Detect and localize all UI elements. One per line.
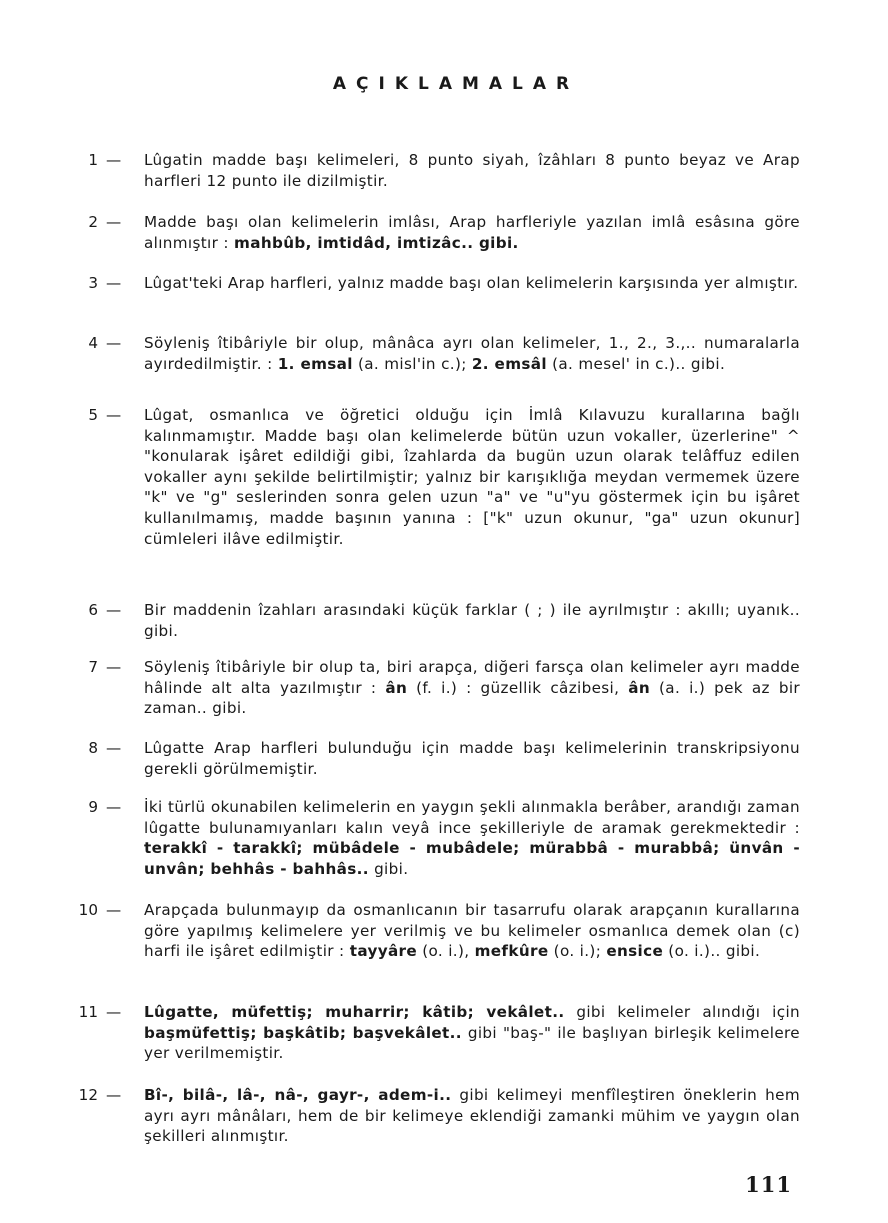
list-item-3 — [60, 273, 800, 294]
bold-term: ân — [628, 678, 651, 697]
bold-term: ensice — [606, 942, 664, 961]
text-run: gibi kelimeyi menfîleştiren öneklerin hem ayrı ayrı mânâları, hem de bir kelimeye eklendiği zamanki mühim ve yaygın olan şekilleri alınmıştır. — [144, 1086, 801, 1146]
item-dash: — — [106, 334, 122, 352]
text-run: gibi. — [368, 859, 409, 878]
bold-term: terakkî - tarakkî; mübâdele - mubâdele; mürabbâ - murabbâ; ünvân - unvân; behhâs - bahhâs.. — [144, 839, 800, 878]
text-run: Söyleniş îtibâriyle bir olup, mânâca ayrı olan kelimeler, 1., 2., 3.,.. numaralarla ayırdedilmiştir. : — [144, 334, 800, 373]
text-run: (o. i.), — [417, 942, 475, 961]
item-dash: — — [106, 274, 122, 292]
text-run: Bir maddenin îzahları arasındaki küçük farklar ( ; ) ile ayrılmıştır : akıllı; uyanık.. gibi. — [144, 601, 800, 640]
item-text — [144, 212, 800, 253]
item-dash: — — [106, 601, 122, 619]
text-run: (a. i.) pek az bir zaman.. gibi. — [144, 678, 800, 718]
list-item-11 — [60, 1002, 800, 1064]
item-text — [144, 405, 800, 549]
text-run: Lûgat, osmanlıca ve öğretici olduğu için İmlâ Kılavuzu kurallarına bağlı kalınmamıştır. Madde başı olan kelimelerde bütün uzun vokaller, üzerlerine" ^ "konularak işâret edildiği gibi, îzahlarda da bugün uzun olarak telâffuz edilen vokaller aynı şekilde belirtilmiştir; yalnız bir karışıklığa meydan vermemek üzere "k" ve "g" seslerinden sonra gelen uzun "a" ve "u"yu göstermek için bu işâret kullanılmamış, madde başının yanına : ["k" uzun okunur, "ga" uzun okunur] cümleleri ilâve edilmiştir. — [144, 406, 800, 548]
bold-term: 1. emsal — [277, 354, 353, 373]
text-run: Madde başı olan kelimelerin imlâsı, Arap harfleriyle yazılan imlâ esâsına göre alınmıştır : — [144, 213, 800, 252]
bold-term: Bî-, bilâ-, lâ-, nâ-, gayr-, adem-i.. — [144, 1086, 452, 1104]
bold-term: mefkûre — [474, 942, 549, 961]
list-item-9 — [60, 797, 800, 879]
item-number: 11 — [78, 1003, 98, 1021]
text-run: Lûgatte Arap harfleri bulunduğu için madde başı kelimelerinin transkripsiyonu gerekli görülmemiştir. — [144, 739, 800, 778]
text-run: Lûgatin madde başı kelimeleri, 8 punto siyah, îzâhları 8 punto beyaz ve Arap harfleri 12 punto ile dizilmiştir. — [144, 151, 800, 190]
item-number: 6 — [88, 601, 98, 619]
item-dash: — — [106, 151, 122, 169]
item-number: 9 — [88, 798, 98, 816]
item-text — [144, 333, 800, 374]
item-number: 8 — [88, 739, 98, 757]
item-text — [144, 738, 800, 779]
text-run: gibi kelimeler alındığı için — [564, 1003, 800, 1021]
item-number: 7 — [88, 658, 98, 676]
item-number: 12 — [78, 1086, 98, 1104]
bold-term: 2. emsâl — [471, 354, 547, 373]
item-text — [144, 900, 800, 962]
text-run: (a. misl'in c.); — [352, 354, 472, 373]
bold-term: başmüfettiş; başkâtib; başvekâlet.. — [144, 1023, 462, 1042]
text-run: (f. i.) : güzellik câzibesi, — [407, 678, 629, 697]
list-item-7 — [60, 657, 800, 719]
text-run: gibi "baş-" ile başlıyan birleşik kelimelere yer verilmemiştir. — [144, 1023, 800, 1063]
bold-term: ân — [385, 678, 408, 697]
text-run: İki türlü okunabilen kelimelerin en yaygın şekli alınmakla berâber, arandığı zaman lûgatte bulunamıyanları kalın veyâ ince şekilleriyle de aramak gerekmektedir : — [144, 798, 800, 837]
item-text — [144, 1002, 800, 1064]
page-number: 111 — [745, 1172, 792, 1197]
item-text — [144, 150, 800, 191]
bold-term: tayyâre — [349, 942, 418, 961]
item-number: 1 — [88, 151, 98, 169]
item-dash: — — [106, 798, 122, 816]
page-title: AÇIKLAMALAR — [332, 74, 580, 94]
text-run: (a. mesel' in c.).. gibi. — [546, 354, 726, 373]
item-dash: — — [106, 1086, 122, 1104]
item-text — [144, 1085, 800, 1147]
list-item-2 — [60, 212, 800, 253]
list-item-8 — [60, 738, 800, 779]
text-run: Söyleniş îtibâriyle bir olup ta, biri arapça, diğeri farsça olan kelimeler ayrı madde hâlinde alt alta yazılmıştır : — [144, 658, 800, 697]
text-run: Arapçada bulunmayıp da osmanlıcanın bir tasarrufu olarak arapçanın kurallarına göre yapılmış kelimelere yer verilmiş ve bu kelimeler osmanlıca demek olan (c) harfi ile işâret edilmiştir : — [144, 901, 800, 961]
item-number: 5 — [88, 406, 98, 424]
list-item-1 — [60, 150, 800, 191]
bold-term: Lûgatte, müfettiş; muharrir; kâtib; vekâlet.. — [144, 1003, 565, 1021]
bold-term: mahbûb, imtidâd, imtizâc.. gibi. — [234, 233, 519, 252]
item-number: 10 — [78, 901, 98, 919]
item-text — [144, 273, 800, 294]
text-run: (o. i.); — [548, 942, 607, 961]
item-text — [144, 600, 800, 641]
item-number: 4 — [88, 334, 98, 352]
item-number: 2 — [88, 213, 98, 231]
item-dash: — — [106, 406, 122, 424]
list-item-12 — [60, 1085, 800, 1147]
item-text — [144, 657, 800, 719]
item-dash: — — [106, 1003, 122, 1021]
text-run: (o. i.).. gibi. — [663, 942, 761, 961]
text-run: Lûgat'teki Arap harfleri, yalnız madde başı olan kelimelerin karşısında yer almıştır. — [144, 274, 799, 292]
list-item-10 — [60, 900, 800, 962]
item-dash: — — [106, 658, 122, 676]
item-dash: — — [106, 213, 122, 231]
item-number: 3 — [88, 274, 98, 292]
list-item-4 — [60, 333, 800, 374]
list-item-5 — [60, 405, 800, 549]
list-item-6 — [60, 600, 800, 641]
item-dash: — — [106, 739, 122, 757]
item-dash: — — [106, 901, 122, 919]
item-text — [144, 797, 800, 879]
